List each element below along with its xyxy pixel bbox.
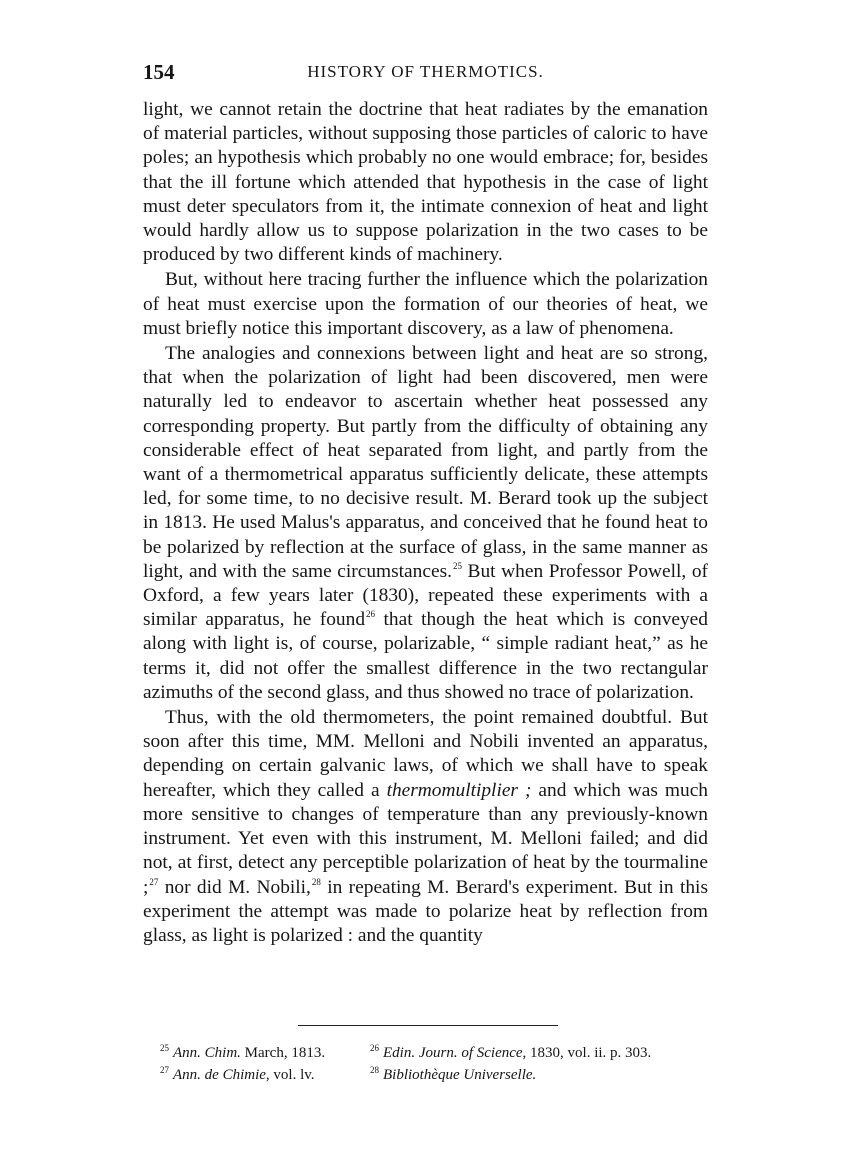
paragraph	[143, 268, 708, 341]
italic-text: thermomultiplier ;	[386, 779, 532, 801]
citation-title: Ann. de Chimie,	[173, 1067, 270, 1083]
footnote	[370, 1042, 651, 1064]
footnote-number: 28	[370, 1065, 379, 1075]
text-run: Thus, with the old thermometers, the point remained doubtful. But soon after this time, MM. Melloni and Nobili invented an apparatus, depending on certain galvanic laws, of which we shall have to speak hereafter, which they called a	[143, 707, 708, 801]
citation-title: Ann. Chim.	[173, 1045, 241, 1061]
text-run: But when Professor Powell, of Oxford, a few years later (1830), repeated these experiments with a similar apparatus, he found	[143, 560, 708, 631]
text-run: nor did M. Nobili,	[158, 876, 311, 898]
footnote-number: 25	[160, 1043, 169, 1053]
footnote	[370, 1064, 536, 1086]
footnotes	[160, 1042, 720, 1086]
citation-title: Edin. Journ. of Science,	[383, 1045, 527, 1061]
footnote-ref: 26	[366, 609, 376, 620]
page-header	[143, 60, 708, 86]
text-run: in repeating M. Berard's experiment. But in this experiment the attempt was made to polarize heat by reflection from glass, as light is polarized : and the quantity	[143, 876, 708, 946]
running-title: HISTORY OF THERMOTICS.	[307, 62, 544, 81]
footnote-divider	[298, 1025, 558, 1026]
text-run: But, without here tracing further the influence which the polarization of heat must exercise upon the formation of our theories of heat, we must briefly notice this important discovery, as a law of phenomena.	[143, 269, 708, 339]
citation-detail: March, 1813.	[240, 1045, 326, 1061]
paragraph	[143, 98, 708, 267]
page-number: 154	[143, 60, 175, 84]
paragraph	[143, 342, 708, 705]
footnote-ref: 25	[452, 560, 462, 571]
body-text	[143, 98, 708, 948]
text-run: light, we cannot retain the doctrine that heat radiates by the emanation of material particles, without supposing those particles of caloric to have poles; an hypothesis which probably no one would embrace; for, besides that the ill fortune which attended that hypothesis in the case of light must deter speculators from it, the intimate connexion of heat and light would hardly allow us to suppose polarization in the two cases to be produced by two different kinds of machinery.	[143, 99, 708, 266]
footnote-row	[160, 1064, 720, 1086]
footnote	[160, 1045, 325, 1061]
citation-title: Bibliothèque Universelle.	[383, 1067, 537, 1083]
text-run: The analogies and connexions between light and heat are so strong, that when the polarization of light had been discovered, men were naturally led to endeavor to ascertain whether heat possessed any corresponding property. But partly from the difficulty of obtaining any considerable effect of heat separated from light, and partly from the want of a thermometrical apparatus sufficiently delicate, these attempts led, for some time, to no decisive result. M. Berard took up the subject in 1813. He used Malus's apparatus, and conceived that he found heat to be polarized by reflection at the surface of glass, in the same manner as light, and with the same circumstances.	[143, 343, 708, 582]
text-run: that though the heat which is conveyed along with light is, of course, polarizable, “ simple radiant heat,” as he terms it, did not offer the smallest difference in the two rectangular azimuths of the second glass, and thus showed no trace of polarization.	[143, 609, 708, 703]
footnote-ref: 28	[311, 876, 321, 887]
footnote-number: 26	[370, 1043, 379, 1053]
citation-detail: 1830, vol. ii. p. 303.	[526, 1045, 652, 1061]
footnote	[160, 1067, 315, 1083]
footnote-number: 27	[160, 1065, 169, 1075]
text-run: and which was much more sensitive to changes of temperature than any previously-known instrument. Yet even with this instrument, M. Melloni failed; and did not, at first, detect any perceptible polarization of heat by the tourmaline ;	[143, 779, 709, 898]
citation-detail: vol. lv.	[269, 1067, 315, 1083]
footnote-row	[160, 1042, 720, 1064]
paragraph	[143, 706, 708, 948]
footnote-ref: 27	[149, 876, 159, 887]
